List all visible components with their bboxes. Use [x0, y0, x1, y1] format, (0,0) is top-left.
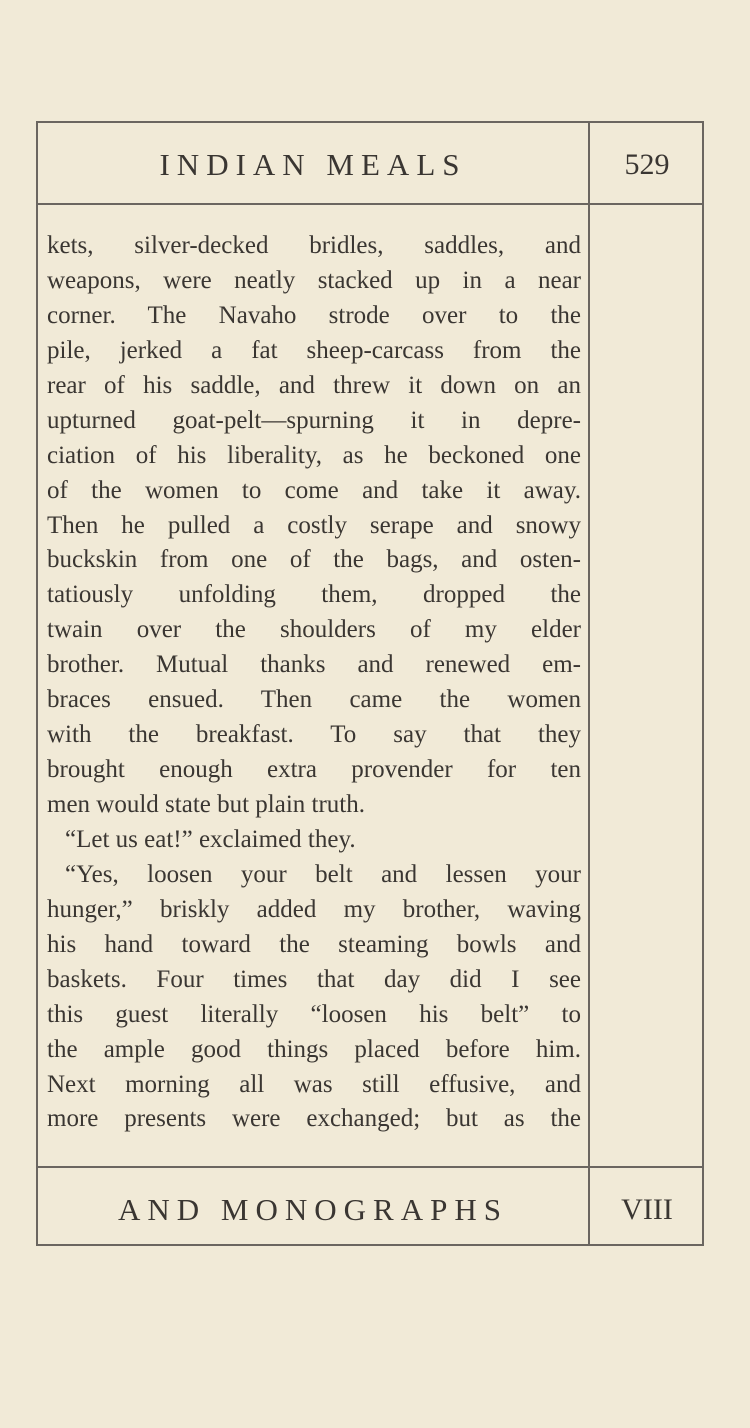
- text-line: brother. Mutual thanks and renewed em-: [47, 651, 581, 679]
- body-text: [47, 229, 581, 1137]
- text-line: men would state but plain truth.: [47, 791, 366, 818]
- text-line: baskets. Four times that day did I see: [47, 965, 581, 993]
- text-line: Then he pulled a costly serape and snowy: [47, 511, 581, 539]
- text-line: pile, jerked a fat sheep-carcass from the: [47, 336, 581, 364]
- text-line: “Let us eat!” exclaimed they.: [65, 825, 356, 853]
- text-line: this guest literally “loosen his belt” to: [47, 1000, 581, 1028]
- text-line: braces ensued. Then came the women: [47, 686, 581, 714]
- text-line: buckskin from one of the bags, and osten-: [47, 546, 581, 574]
- text-line: the ample good things placed before him.: [47, 1035, 581, 1063]
- footer-rule: [38, 1166, 702, 1168]
- volume-number: VIII: [621, 1193, 673, 1226]
- text-line: ciation of his liberality, as he beckoned one: [47, 441, 581, 469]
- text-line: twain over the shoulders of my elder: [47, 616, 581, 644]
- margin-column-rule: [588, 123, 590, 1244]
- text-line: hunger,” briskly added my brother, waving: [47, 895, 581, 923]
- running-head-title: INDIAN MEALS: [159, 147, 467, 182]
- text-line: weapons, were neatly stacked up in a near: [47, 266, 581, 294]
- text-line: kets, silver-decked bridles, saddles, and: [47, 232, 581, 259]
- text-line: “Yes, loosen your belt and lessen your: [65, 860, 581, 888]
- text-line: corner. The Navaho strode over to the: [47, 301, 581, 329]
- text-line: his hand toward the steaming bowls and: [47, 930, 581, 958]
- text-line: brought enough extra provender for ten: [47, 756, 581, 784]
- page-frame: [36, 121, 704, 1246]
- header-rule: [38, 203, 702, 205]
- text-line: upturned goat-pelt—spurning it in depre-: [47, 406, 581, 434]
- text-line: tatiously unfolding them, dropped the: [47, 581, 581, 609]
- text-line: of the women to come and take it away.: [47, 476, 581, 504]
- text-line: with the breakfast. To say that they: [47, 721, 581, 749]
- page-number: 529: [624, 148, 670, 181]
- footer-title: AND MONOGRAPHS: [118, 1192, 508, 1227]
- text-line: rear of his saddle, and threw it down on an: [47, 371, 581, 399]
- text-line: Next morning all was still effusive, and: [47, 1070, 581, 1098]
- text-line: more presents were exchanged; but as the: [47, 1105, 581, 1133]
